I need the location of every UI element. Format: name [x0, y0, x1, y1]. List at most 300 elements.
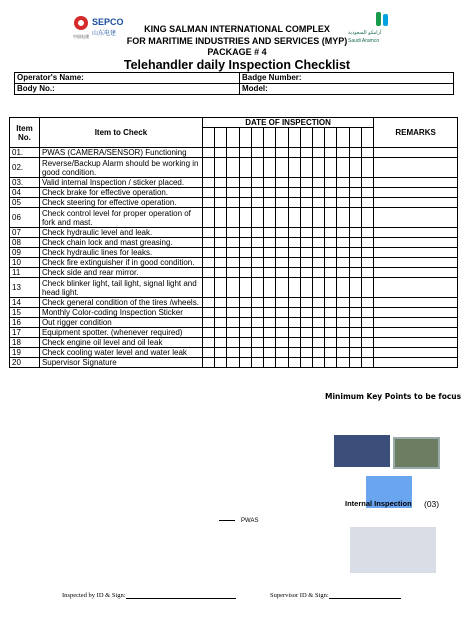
check-cell[interactable] — [361, 298, 373, 308]
check-cell[interactable] — [288, 238, 300, 248]
check-cell[interactable] — [239, 178, 251, 188]
check-cell[interactable] — [202, 348, 214, 358]
check-cell[interactable] — [215, 318, 227, 328]
remarks-cell[interactable] — [374, 148, 458, 158]
check-cell[interactable] — [337, 278, 349, 298]
date-column-4[interactable] — [239, 128, 251, 148]
check-cell[interactable] — [251, 308, 263, 318]
check-cell[interactable] — [300, 148, 312, 158]
check-cell[interactable] — [300, 328, 312, 338]
check-cell[interactable] — [349, 328, 361, 338]
check-cell[interactable] — [215, 158, 227, 178]
check-cell[interactable] — [239, 228, 251, 238]
remarks-cell[interactable] — [374, 238, 458, 248]
check-cell[interactable] — [215, 278, 227, 298]
date-column-13[interactable] — [349, 128, 361, 148]
check-cell[interactable] — [313, 188, 325, 198]
check-cell[interactable] — [288, 328, 300, 338]
check-cell[interactable] — [361, 198, 373, 208]
check-cell[interactable] — [325, 228, 337, 238]
check-cell[interactable] — [227, 318, 239, 328]
check-cell[interactable] — [202, 158, 214, 178]
check-cell[interactable] — [202, 278, 214, 298]
check-cell[interactable] — [361, 348, 373, 358]
body-no-field[interactable]: Body No.: — [15, 84, 240, 95]
check-cell[interactable] — [361, 268, 373, 278]
check-cell[interactable] — [276, 248, 288, 258]
remarks-cell[interactable] — [374, 358, 458, 368]
check-cell[interactable] — [215, 258, 227, 268]
check-cell[interactable] — [349, 148, 361, 158]
check-cell[interactable] — [313, 338, 325, 348]
check-cell[interactable] — [227, 328, 239, 338]
check-cell[interactable] — [325, 158, 337, 178]
check-cell[interactable] — [239, 328, 251, 338]
check-cell[interactable] — [337, 268, 349, 278]
check-cell[interactable] — [215, 348, 227, 358]
check-cell[interactable] — [264, 238, 276, 248]
check-cell[interactable] — [288, 208, 300, 228]
check-cell[interactable] — [202, 338, 214, 348]
check-cell[interactable] — [227, 308, 239, 318]
date-column-7[interactable] — [276, 128, 288, 148]
check-cell[interactable] — [313, 238, 325, 248]
check-cell[interactable] — [215, 198, 227, 208]
check-cell[interactable] — [276, 358, 288, 368]
check-cell[interactable] — [251, 148, 263, 158]
check-cell[interactable] — [251, 258, 263, 268]
remarks-cell[interactable] — [374, 338, 458, 348]
check-cell[interactable] — [264, 358, 276, 368]
check-cell[interactable] — [276, 228, 288, 238]
remarks-cell[interactable] — [374, 248, 458, 258]
check-cell[interactable] — [325, 318, 337, 328]
check-cell[interactable] — [361, 238, 373, 248]
check-cell[interactable] — [202, 188, 214, 198]
check-cell[interactable] — [202, 258, 214, 268]
check-cell[interactable] — [288, 188, 300, 198]
check-cell[interactable] — [313, 248, 325, 258]
check-cell[interactable] — [288, 298, 300, 308]
check-cell[interactable] — [325, 298, 337, 308]
check-cell[interactable] — [361, 258, 373, 268]
check-cell[interactable] — [227, 248, 239, 258]
check-cell[interactable] — [276, 278, 288, 298]
check-cell[interactable] — [215, 268, 227, 278]
check-cell[interactable] — [337, 248, 349, 258]
check-cell[interactable] — [288, 228, 300, 238]
check-cell[interactable] — [276, 148, 288, 158]
check-cell[interactable] — [227, 158, 239, 178]
check-cell[interactable] — [325, 348, 337, 358]
check-cell[interactable] — [325, 188, 337, 198]
check-cell[interactable] — [337, 298, 349, 308]
check-cell[interactable] — [300, 188, 312, 198]
check-cell[interactable] — [300, 298, 312, 308]
check-cell[interactable] — [227, 268, 239, 278]
date-column-5[interactable] — [251, 128, 263, 148]
check-cell[interactable] — [264, 248, 276, 258]
remarks-cell[interactable] — [374, 278, 458, 298]
remarks-cell[interactable] — [374, 318, 458, 328]
check-cell[interactable] — [300, 228, 312, 238]
check-cell[interactable] — [202, 358, 214, 368]
check-cell[interactable] — [215, 248, 227, 258]
date-column-1[interactable] — [202, 128, 214, 148]
check-cell[interactable] — [325, 338, 337, 348]
check-cell[interactable] — [239, 268, 251, 278]
check-cell[interactable] — [288, 308, 300, 318]
check-cell[interactable] — [227, 238, 239, 248]
check-cell[interactable] — [349, 358, 361, 368]
check-cell[interactable] — [251, 228, 263, 238]
check-cell[interactable] — [239, 258, 251, 268]
check-cell[interactable] — [251, 178, 263, 188]
check-cell[interactable] — [300, 258, 312, 268]
check-cell[interactable] — [202, 178, 214, 188]
check-cell[interactable] — [251, 278, 263, 298]
check-cell[interactable] — [227, 348, 239, 358]
check-cell[interactable] — [264, 178, 276, 188]
check-cell[interactable] — [276, 198, 288, 208]
check-cell[interactable] — [239, 198, 251, 208]
check-cell[interactable] — [264, 228, 276, 238]
check-cell[interactable] — [227, 358, 239, 368]
check-cell[interactable] — [251, 188, 263, 198]
check-cell[interactable] — [325, 248, 337, 258]
check-cell[interactable] — [215, 328, 227, 338]
check-cell[interactable] — [361, 228, 373, 238]
check-cell[interactable] — [288, 258, 300, 268]
check-cell[interactable] — [325, 358, 337, 368]
check-cell[interactable] — [325, 148, 337, 158]
check-cell[interactable] — [361, 278, 373, 298]
check-cell[interactable] — [251, 298, 263, 308]
check-cell[interactable] — [313, 178, 325, 188]
check-cell[interactable] — [337, 318, 349, 328]
check-cell[interactable] — [361, 178, 373, 188]
date-column-8[interactable] — [288, 128, 300, 148]
check-cell[interactable] — [361, 318, 373, 328]
inspected-by-signature[interactable]: Inspected by ID & Sign: — [62, 592, 236, 599]
check-cell[interactable] — [202, 198, 214, 208]
check-cell[interactable] — [300, 178, 312, 188]
check-cell[interactable] — [313, 308, 325, 318]
check-cell[interactable] — [288, 338, 300, 348]
check-cell[interactable] — [300, 198, 312, 208]
check-cell[interactable] — [337, 258, 349, 268]
check-cell[interactable] — [251, 338, 263, 348]
check-cell[interactable] — [251, 268, 263, 278]
check-cell[interactable] — [227, 208, 239, 228]
check-cell[interactable] — [227, 228, 239, 238]
check-cell[interactable] — [349, 268, 361, 278]
check-cell[interactable] — [239, 338, 251, 348]
check-cell[interactable] — [251, 198, 263, 208]
check-cell[interactable] — [337, 358, 349, 368]
check-cell[interactable] — [313, 148, 325, 158]
check-cell[interactable] — [325, 208, 337, 228]
check-cell[interactable] — [337, 228, 349, 238]
check-cell[interactable] — [202, 238, 214, 248]
check-cell[interactable] — [300, 248, 312, 258]
date-column-3[interactable] — [227, 128, 239, 148]
check-cell[interactable] — [337, 198, 349, 208]
check-cell[interactable] — [264, 278, 276, 298]
check-cell[interactable] — [349, 248, 361, 258]
check-cell[interactable] — [325, 268, 337, 278]
check-cell[interactable] — [313, 208, 325, 228]
check-cell[interactable] — [239, 158, 251, 178]
check-cell[interactable] — [288, 268, 300, 278]
check-cell[interactable] — [349, 318, 361, 328]
check-cell[interactable] — [264, 318, 276, 328]
check-cell[interactable] — [264, 298, 276, 308]
check-cell[interactable] — [361, 158, 373, 178]
model-field[interactable]: Model: — [240, 84, 454, 95]
check-cell[interactable] — [251, 208, 263, 228]
check-cell[interactable] — [300, 158, 312, 178]
check-cell[interactable] — [264, 198, 276, 208]
check-cell[interactable] — [349, 348, 361, 358]
check-cell[interactable] — [251, 318, 263, 328]
check-cell[interactable] — [276, 298, 288, 308]
check-cell[interactable] — [239, 148, 251, 158]
check-cell[interactable] — [215, 358, 227, 368]
remarks-cell[interactable] — [374, 328, 458, 338]
check-cell[interactable] — [239, 278, 251, 298]
check-cell[interactable] — [349, 188, 361, 198]
check-cell[interactable] — [288, 148, 300, 158]
check-cell[interactable] — [300, 238, 312, 248]
check-cell[interactable] — [276, 178, 288, 188]
check-cell[interactable] — [276, 308, 288, 318]
check-cell[interactable] — [227, 198, 239, 208]
check-cell[interactable] — [325, 178, 337, 188]
check-cell[interactable] — [239, 358, 251, 368]
check-cell[interactable] — [313, 348, 325, 358]
check-cell[interactable] — [264, 258, 276, 268]
remarks-cell[interactable] — [374, 188, 458, 198]
check-cell[interactable] — [337, 328, 349, 338]
check-cell[interactable] — [325, 278, 337, 298]
check-cell[interactable] — [215, 148, 227, 158]
check-cell[interactable] — [264, 328, 276, 338]
supervisor-signature[interactable]: Supervisor ID & Sign: — [270, 592, 401, 599]
check-cell[interactable] — [361, 358, 373, 368]
check-cell[interactable] — [215, 188, 227, 198]
check-cell[interactable] — [276, 238, 288, 248]
check-cell[interactable] — [215, 308, 227, 318]
check-cell[interactable] — [227, 178, 239, 188]
check-cell[interactable] — [288, 198, 300, 208]
check-cell[interactable] — [239, 348, 251, 358]
date-column-10[interactable] — [313, 128, 325, 148]
check-cell[interactable] — [325, 238, 337, 248]
date-column-2[interactable] — [215, 128, 227, 148]
check-cell[interactable] — [215, 238, 227, 248]
check-cell[interactable] — [288, 348, 300, 358]
operator-name-field[interactable]: Operator's Name: — [15, 73, 240, 84]
check-cell[interactable] — [239, 188, 251, 198]
check-cell[interactable] — [264, 268, 276, 278]
check-cell[interactable] — [349, 308, 361, 318]
check-cell[interactable] — [215, 338, 227, 348]
remarks-cell[interactable] — [374, 308, 458, 318]
check-cell[interactable] — [288, 178, 300, 188]
check-cell[interactable] — [202, 148, 214, 158]
check-cell[interactable] — [288, 318, 300, 328]
check-cell[interactable] — [337, 148, 349, 158]
check-cell[interactable] — [251, 248, 263, 258]
check-cell[interactable] — [349, 258, 361, 268]
check-cell[interactable] — [239, 318, 251, 328]
check-cell[interactable] — [300, 358, 312, 368]
check-cell[interactable] — [227, 278, 239, 298]
check-cell[interactable] — [337, 188, 349, 198]
check-cell[interactable] — [337, 208, 349, 228]
check-cell[interactable] — [313, 268, 325, 278]
check-cell[interactable] — [337, 338, 349, 348]
check-cell[interactable] — [276, 328, 288, 338]
check-cell[interactable] — [361, 208, 373, 228]
check-cell[interactable] — [300, 278, 312, 298]
date-column-11[interactable] — [325, 128, 337, 148]
check-cell[interactable] — [239, 308, 251, 318]
check-cell[interactable] — [349, 338, 361, 348]
check-cell[interactable] — [325, 328, 337, 338]
check-cell[interactable] — [361, 148, 373, 158]
check-cell[interactable] — [325, 258, 337, 268]
check-cell[interactable] — [300, 268, 312, 278]
check-cell[interactable] — [337, 178, 349, 188]
check-cell[interactable] — [202, 308, 214, 318]
check-cell[interactable] — [313, 318, 325, 328]
check-cell[interactable] — [215, 228, 227, 238]
check-cell[interactable] — [202, 298, 214, 308]
check-cell[interactable] — [276, 158, 288, 178]
check-cell[interactable] — [202, 208, 214, 228]
check-cell[interactable] — [239, 238, 251, 248]
check-cell[interactable] — [313, 198, 325, 208]
check-cell[interactable] — [288, 278, 300, 298]
check-cell[interactable] — [202, 318, 214, 328]
check-cell[interactable] — [349, 198, 361, 208]
remarks-cell[interactable] — [374, 178, 458, 188]
check-cell[interactable] — [264, 308, 276, 318]
check-cell[interactable] — [361, 308, 373, 318]
check-cell[interactable] — [337, 308, 349, 318]
check-cell[interactable] — [227, 148, 239, 158]
check-cell[interactable] — [264, 188, 276, 198]
check-cell[interactable] — [313, 328, 325, 338]
check-cell[interactable] — [202, 328, 214, 338]
check-cell[interactable] — [202, 228, 214, 238]
check-cell[interactable] — [215, 298, 227, 308]
check-cell[interactable] — [361, 338, 373, 348]
check-cell[interactable] — [349, 278, 361, 298]
remarks-cell[interactable] — [374, 228, 458, 238]
check-cell[interactable] — [288, 248, 300, 258]
check-cell[interactable] — [264, 338, 276, 348]
check-cell[interactable] — [227, 188, 239, 198]
check-cell[interactable] — [337, 158, 349, 178]
check-cell[interactable] — [239, 248, 251, 258]
check-cell[interactable] — [227, 298, 239, 308]
check-cell[interactable] — [264, 148, 276, 158]
date-column-6[interactable] — [264, 128, 276, 148]
check-cell[interactable] — [251, 328, 263, 338]
date-column-14[interactable] — [361, 128, 373, 148]
remarks-cell[interactable] — [374, 198, 458, 208]
check-cell[interactable] — [313, 258, 325, 268]
check-cell[interactable] — [276, 188, 288, 198]
check-cell[interactable] — [313, 158, 325, 178]
check-cell[interactable] — [337, 348, 349, 358]
check-cell[interactable] — [276, 318, 288, 328]
check-cell[interactable] — [251, 348, 263, 358]
check-cell[interactable] — [349, 298, 361, 308]
check-cell[interactable] — [264, 208, 276, 228]
check-cell[interactable] — [325, 308, 337, 318]
check-cell[interactable] — [349, 208, 361, 228]
check-cell[interactable] — [313, 358, 325, 368]
check-cell[interactable] — [288, 158, 300, 178]
check-cell[interactable] — [300, 338, 312, 348]
check-cell[interactable] — [300, 348, 312, 358]
check-cell[interactable] — [239, 298, 251, 308]
check-cell[interactable] — [276, 338, 288, 348]
check-cell[interactable] — [264, 158, 276, 178]
check-cell[interactable] — [276, 208, 288, 228]
check-cell[interactable] — [325, 198, 337, 208]
check-cell[interactable] — [239, 208, 251, 228]
check-cell[interactable] — [251, 238, 263, 248]
check-cell[interactable] — [202, 268, 214, 278]
remarks-cell[interactable] — [374, 208, 458, 228]
remarks-cell[interactable] — [374, 158, 458, 178]
check-cell[interactable] — [361, 328, 373, 338]
check-cell[interactable] — [251, 358, 263, 368]
date-column-9[interactable] — [300, 128, 312, 148]
remarks-cell[interactable] — [374, 348, 458, 358]
check-cell[interactable] — [300, 318, 312, 328]
check-cell[interactable] — [349, 178, 361, 188]
check-cell[interactable] — [361, 188, 373, 198]
check-cell[interactable] — [313, 228, 325, 238]
remarks-cell[interactable] — [374, 298, 458, 308]
check-cell[interactable] — [276, 348, 288, 358]
check-cell[interactable] — [264, 348, 276, 358]
check-cell[interactable] — [313, 278, 325, 298]
check-cell[interactable] — [227, 338, 239, 348]
check-cell[interactable] — [361, 248, 373, 258]
check-cell[interactable] — [215, 178, 227, 188]
badge-number-field[interactable]: Badge Number: — [240, 73, 454, 84]
date-column-12[interactable] — [337, 128, 349, 148]
check-cell[interactable] — [349, 228, 361, 238]
check-cell[interactable] — [276, 258, 288, 268]
check-cell[interactable] — [276, 268, 288, 278]
check-cell[interactable] — [215, 208, 227, 228]
check-cell[interactable] — [202, 248, 214, 258]
check-cell[interactable] — [300, 308, 312, 318]
check-cell[interactable] — [313, 298, 325, 308]
remarks-cell[interactable] — [374, 258, 458, 268]
check-cell[interactable] — [349, 238, 361, 248]
check-cell[interactable] — [300, 208, 312, 228]
remarks-cell[interactable] — [374, 268, 458, 278]
